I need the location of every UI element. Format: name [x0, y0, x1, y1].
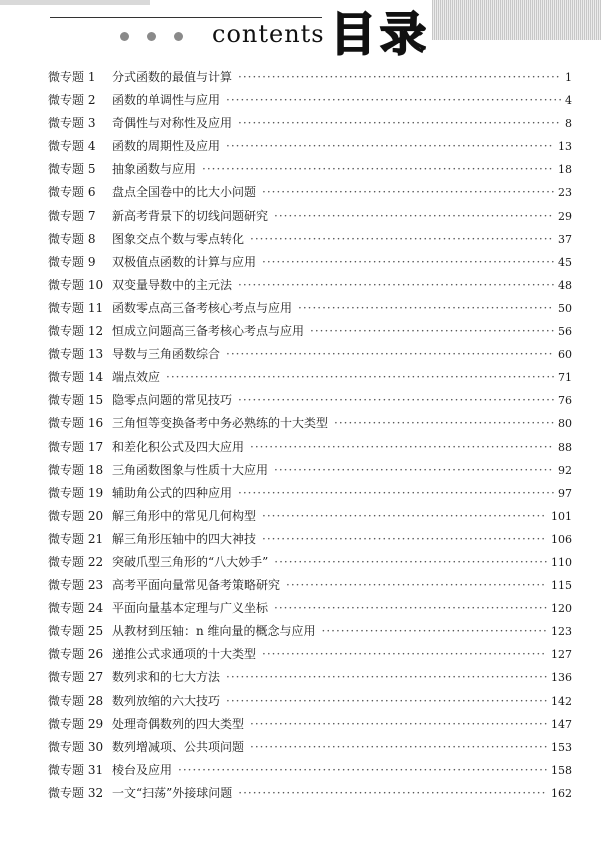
toc-entry[interactable] [48, 322, 572, 345]
header-dots-decoration [120, 32, 183, 41]
toc-entry-title: 解三角形压轴中的四大神技 [112, 531, 257, 546]
toc-entry-title: 盘点全国卷中的比大小问题 [112, 185, 257, 200]
toc-entry-page: 88 [558, 440, 572, 454]
toc-entry-page: 97 [558, 486, 572, 500]
toc-entry-label: 微专题 29 [48, 716, 104, 731]
toc-entry-page: 92 [558, 463, 572, 477]
toc-entry-label: 微专题 18 [48, 462, 104, 477]
toc-entry-title: 奇偶性与对称性及应用 [112, 116, 233, 131]
toc-entry-page: 29 [558, 209, 572, 223]
toc-entry-title: 图象交点个数与零点转化 [112, 231, 245, 246]
toc-leader-dots [238, 486, 554, 500]
toc-entry-label: 微专题 13 [48, 347, 104, 362]
toc-entry-page: 18 [558, 163, 572, 177]
toc-entry[interactable] [48, 761, 572, 784]
toc-entry-title: 平面向量基本定理与广义坐标 [112, 601, 269, 616]
toc-entry-page: 76 [558, 394, 572, 408]
toc-entry[interactable] [48, 368, 572, 391]
toc-leader-dots [238, 393, 554, 407]
toc-entry-title: 高考平面向量常见备考策略研究 [112, 578, 281, 593]
toc-entry-page: 8 [565, 117, 572, 131]
toc-entry-label: 微专题 12 [48, 324, 104, 339]
toc-leader-dots [262, 647, 547, 661]
toc-entry-page: 23 [558, 186, 572, 200]
toc-leader-dots [274, 555, 547, 569]
contents-heading: contents [212, 20, 325, 48]
toc-entry[interactable] [48, 68, 572, 91]
toc-entry-title: 双极值点函数的计算与应用 [112, 254, 257, 269]
toc-entry[interactable] [48, 692, 572, 715]
toc-entry-page: 1 [565, 71, 572, 84]
toc-leader-dots [250, 440, 554, 454]
toc-entry[interactable] [48, 253, 572, 276]
toc-entry[interactable] [48, 530, 572, 553]
toc-entry-page: 120 [551, 602, 572, 616]
toc-entry-title: 处理奇偶数列的四大类型 [112, 716, 245, 731]
toc-entry[interactable] [48, 414, 572, 437]
toc-entry-label: 微专题 21 [48, 531, 104, 546]
toc-entry-page: 142 [551, 694, 572, 708]
toc-leader-dots [334, 416, 554, 430]
toc-entry-label: 微专题 17 [48, 439, 104, 454]
toc-leader-dots [274, 463, 554, 477]
toc-entry-page: 136 [551, 671, 572, 685]
toc-entry[interactable] [48, 299, 572, 322]
toc-leader-dots [262, 185, 554, 199]
toc-entry-title: 和差化积公式及四大应用 [112, 439, 245, 454]
toc-entry-label: 微专题 22 [48, 554, 104, 569]
toc-entry-page: 101 [551, 509, 572, 523]
toc-leader-dots [226, 694, 547, 708]
toc-entry-page: 127 [551, 648, 572, 662]
toc-entry[interactable] [48, 484, 572, 507]
toc-entry-title: 辅助角公式的四种应用 [112, 485, 233, 500]
toc-entry-title: 递推公式求通项的十大类型 [112, 647, 257, 662]
toc-entry-title: 一文“扫荡”外接球问题 [112, 785, 233, 800]
toc-entry-title: 隐零点问题的常见技巧 [112, 393, 233, 408]
toc-entry-label: 微专题 11 [48, 300, 104, 315]
toc-entry-title: 函数的周期性及应用 [112, 139, 221, 154]
toc-entry-label: 微专题 16 [48, 416, 104, 431]
toc-entry[interactable] [48, 91, 572, 114]
toc-entry-label: 微专题 5 [48, 162, 96, 177]
dot-icon [174, 32, 183, 41]
toc-entry-page: 13 [558, 140, 572, 154]
toc-entry-page: 110 [551, 555, 572, 569]
toc-entry[interactable] [48, 645, 572, 668]
top-decor-bar-right [432, 0, 601, 40]
toc-entry-label: 微专题 9 [48, 254, 96, 269]
toc-entry-title: 双变量导数中的主元法 [112, 277, 233, 292]
toc-entry-label: 微专题 15 [48, 393, 104, 408]
toc-leader-dots [202, 162, 554, 176]
toc-leader-dots [226, 139, 554, 153]
toc-entry-title: 数列增减项、公共项问题 [112, 739, 245, 754]
toc-leader-dots [298, 301, 554, 315]
toc-entry-label: 微专题 7 [48, 208, 96, 223]
toc-leader-dots [238, 786, 547, 800]
toc-entry-page: 50 [558, 301, 572, 315]
toc-entry-title: 突破爪型三角形的“八大妙手” [112, 554, 269, 569]
toc-entry-title: 导数与三角函数综合 [112, 347, 221, 362]
toc-entry-page: 123 [551, 625, 572, 639]
toc-entry-label: 微专题 1 [48, 70, 96, 84]
toc-entry-label: 微专题 31 [48, 762, 104, 777]
toc-entry-label: 微专题 28 [48, 693, 104, 708]
toc-entry-label: 微专题 2 [48, 93, 96, 108]
toc-entry[interactable] [48, 345, 572, 368]
toc-entry[interactable] [48, 183, 572, 206]
toc-leader-dots [238, 70, 561, 84]
toc-entry-page: 115 [551, 579, 572, 593]
toc-entry-page: 48 [558, 278, 572, 292]
toc-entry-label: 微专题 32 [48, 785, 104, 800]
toc-entry-title: 三角恒等变换备考中务必熟练的十大类型 [112, 416, 329, 431]
toc-entry-label: 微专题 30 [48, 739, 104, 754]
toc-entry-title: 函数零点高三备考核心考点与应用 [112, 300, 293, 315]
toc-entry-label: 微专题 4 [48, 139, 96, 154]
toc-entry[interactable] [48, 507, 572, 530]
toc-entry[interactable] [48, 576, 572, 599]
toc-leader-dots [286, 578, 547, 592]
toc-entry[interactable] [48, 438, 572, 461]
toc-entry-title: 数列求和的七大方法 [112, 670, 221, 685]
toc-entry-title: 抽象函数与应用 [112, 162, 197, 177]
toc-leader-dots [226, 347, 554, 361]
toc-entry[interactable] [48, 230, 572, 253]
toc-leader-dots [178, 763, 547, 777]
toc-entry-page: 71 [558, 371, 572, 385]
toc-entry-label: 微专题 27 [48, 670, 104, 685]
toc-leader-dots [274, 209, 554, 223]
toc-entry[interactable] [48, 668, 572, 691]
toc-entry-label: 微专题 10 [48, 277, 104, 292]
toc-entry[interactable] [48, 114, 572, 137]
toc-leader-dots [250, 232, 554, 246]
toc-entry-title: 新高考背景下的切线问题研究 [112, 208, 269, 223]
toc-entry-title: 数列放缩的六大技巧 [112, 693, 221, 708]
toc-entry[interactable] [48, 207, 572, 230]
toc-leader-dots [310, 324, 554, 338]
toc-entry-title: 恒成立问题高三备考核心考点与应用 [112, 324, 305, 339]
toc-entry[interactable] [48, 784, 572, 807]
toc-leader-dots [238, 278, 554, 292]
toc-entry[interactable] [48, 715, 572, 738]
toc-entry-page: 147 [551, 717, 572, 731]
toc-entry[interactable] [48, 461, 572, 484]
toc-entry-page: 45 [558, 255, 572, 269]
toc-entry-title: 三角函数图象与性质十大应用 [112, 462, 269, 477]
toc-entry[interactable] [48, 391, 572, 414]
toc-entry-label: 微专题 24 [48, 601, 104, 616]
toc-entry[interactable] [48, 276, 572, 299]
toc-entry[interactable] [48, 622, 572, 645]
toc-entry-page: 60 [558, 348, 572, 362]
toc-entry-title: 棱台及应用 [112, 762, 173, 777]
toc-entry[interactable] [48, 137, 572, 160]
toc-entry-label: 微专题 20 [48, 508, 104, 523]
toc-entry-page: 158 [551, 763, 572, 777]
toc-entry-label: 微专题 6 [48, 185, 96, 200]
toc-leader-dots [226, 93, 561, 107]
dot-icon [120, 32, 129, 41]
toc-entry-label: 微专题 3 [48, 116, 96, 131]
toc-entry-title: 解三角形中的常见几何构型 [112, 508, 257, 523]
toc-entry[interactable] [48, 738, 572, 761]
toc-entry[interactable] [48, 160, 572, 183]
toc-entry[interactable] [48, 599, 572, 622]
toc-entry-page: 37 [558, 232, 572, 246]
toc-entry-page: 162 [551, 786, 572, 800]
toc-entry-label: 微专题 25 [48, 624, 104, 639]
toc-leader-dots [262, 255, 554, 269]
header-rule [50, 17, 322, 18]
toc-leader-dots [262, 509, 547, 523]
toc-entry-page: 106 [551, 532, 572, 546]
toc-leader-dots [262, 532, 547, 546]
toc-leader-dots [166, 370, 554, 384]
toc-entry-title: 端点效应 [112, 370, 161, 385]
toc-entry-label: 微专题 8 [48, 231, 96, 246]
toc-entry-label: 微专题 23 [48, 578, 104, 593]
page-title: 目录 [330, 7, 430, 61]
toc-leader-dots [250, 717, 547, 731]
toc-leader-dots [250, 740, 547, 754]
table-of-contents [48, 68, 572, 807]
toc-entry-label: 微专题 26 [48, 647, 104, 662]
top-decor-bar-left [0, 0, 150, 5]
toc-leader-dots [226, 670, 547, 684]
toc-entry-title: 从教材到压轴：n 维向量的概念与应用 [112, 624, 316, 639]
toc-entry-label: 微专题 14 [48, 370, 104, 385]
toc-entry-title: 分式函数的最值与计算 [112, 70, 233, 84]
toc-entry[interactable] [48, 553, 572, 576]
toc-leader-dots [238, 116, 561, 130]
toc-entry-title: 函数的单调性与应用 [112, 93, 221, 108]
toc-entry-page: 56 [558, 325, 572, 339]
toc-leader-dots [274, 601, 547, 615]
toc-leader-dots [322, 624, 547, 638]
toc-entry-label: 微专题 19 [48, 485, 104, 500]
toc-entry-page: 4 [565, 94, 572, 108]
toc-entry-page: 80 [558, 417, 572, 431]
toc-entry-page: 153 [551, 740, 572, 754]
dot-icon [147, 32, 156, 41]
